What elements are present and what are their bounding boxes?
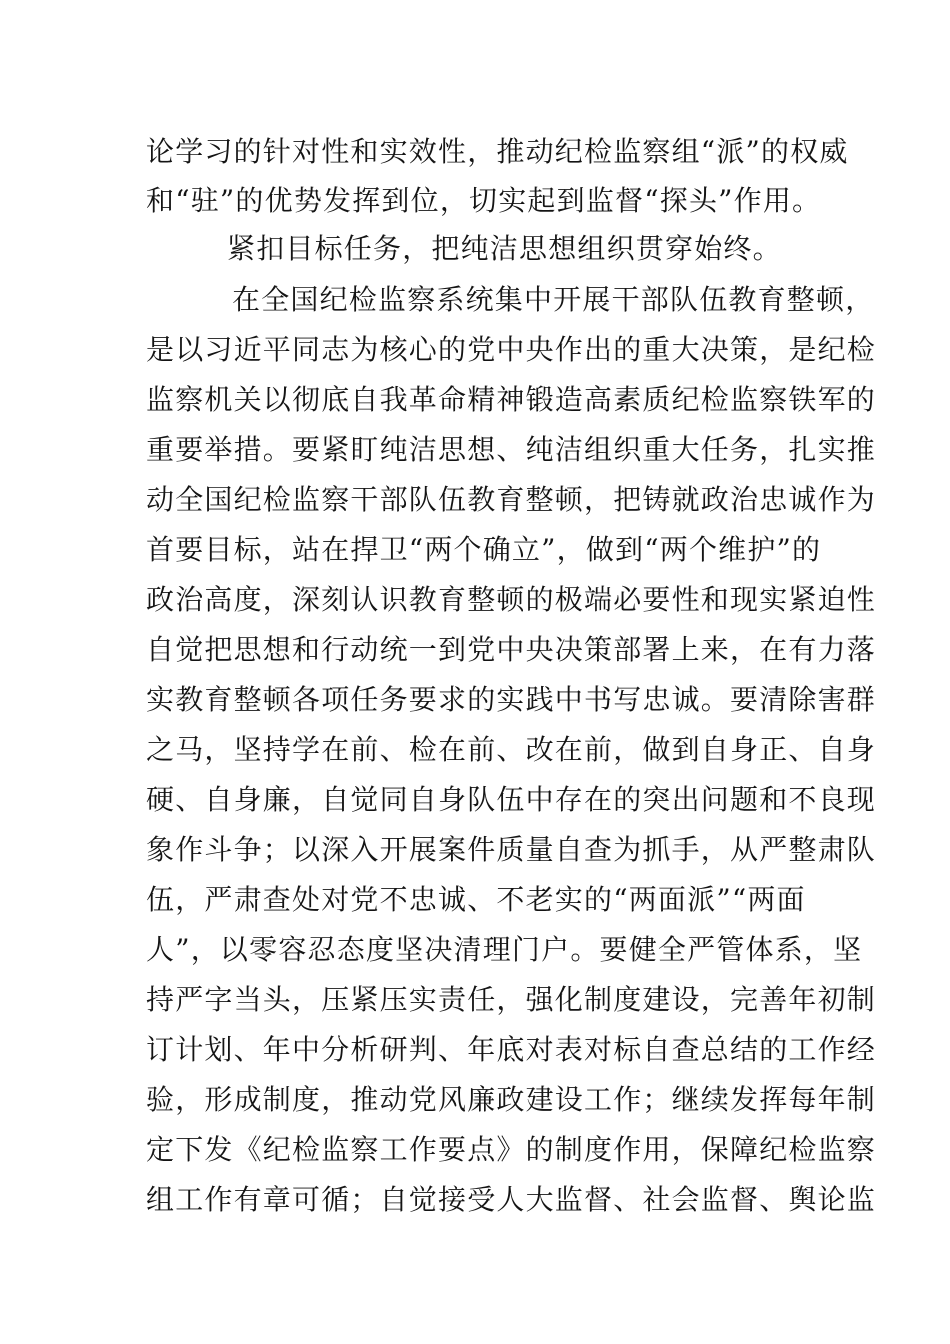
text-line: 自觉把思想和行动统一到党中央决策部署上来，在有力落	[146, 633, 877, 666]
text-line: 订计划、年中分析研判、年底对表对标自查总结的工作经	[146, 1033, 877, 1066]
text-line: 动全国纪检监察干部队伍教育整顿，把铸就政治忠诚作为	[146, 483, 877, 516]
text-line: 重要举措。要紧盯纯洁思想、纯洁组织重大任务，扎实推	[146, 433, 877, 466]
text-line: 实教育整顿各项任务要求的实践中书写忠诚。要清除害群	[146, 683, 877, 716]
text-line: 是以习近平同志为核心的党中央作出的重大决策，是纪检	[146, 333, 877, 366]
text-line: 验，形成制度，推动党风廉政建设工作；继续发挥每年制	[146, 1083, 877, 1116]
text-line: 首要目标，站在捍卫“两个确立”，做到“两个维护”的	[146, 533, 822, 566]
text-line: 人”，以零容忍态度坚决清理门户。要健全严管体系，坚	[146, 933, 863, 966]
text-line: 监察机关以彻底自我革命精神锻造高素质纪检监察铁军的	[146, 383, 877, 416]
text-line: 和“驻”的优势发挥到位，切实起到监督“探头”作用。	[146, 184, 822, 217]
section-heading: 紧扣目标任务，把纯洁思想组织贯穿始终。	[227, 232, 782, 265]
text-line: 政治高度，深刻认识教育整顿的极端必要性和现实紧迫性	[146, 583, 877, 616]
text-line: 硬、自身廉，自觉同自身队伍中存在的突出问题和不良现	[146, 783, 877, 816]
text-line: 论学习的针对性和实效性，推动纪检监察组“派”的权威	[146, 135, 849, 168]
text-line: 象作斗争；以深入开展案件质量自查为抓手，从严整肃队	[146, 833, 877, 866]
text-line: 组工作有章可循；自觉接受人大监督、社会监督、舆论监	[146, 1183, 877, 1216]
text-line: 定下发《纪检监察工作要点》的制度作用，保障纪检监察	[146, 1133, 877, 1166]
text-line: 在全国纪检监察系统集中开展干部队伍教育整顿，	[232, 283, 875, 316]
text-line: 持严字当头，压紧压实责任，强化制度建设，完善年初制	[146, 983, 877, 1016]
text-line: 伍，严肃查处对党不忠诚、不老实的“两面派”“两面	[146, 883, 806, 916]
text-line: 之马，坚持学在前、检在前、改在前，做到自身正、自身	[146, 733, 877, 766]
